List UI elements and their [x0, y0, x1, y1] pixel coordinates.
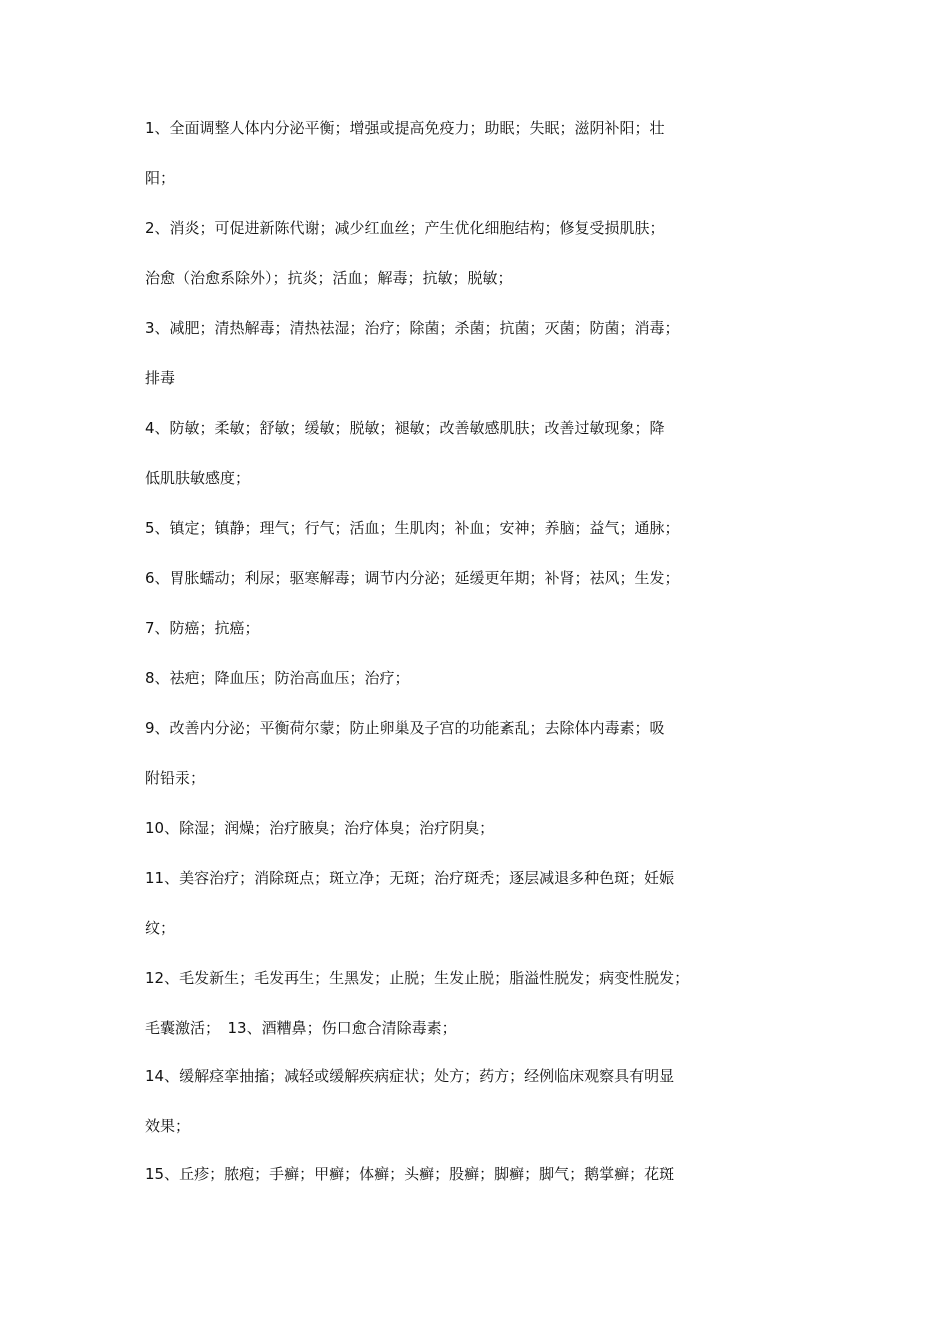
- text-line: 12、毛发新生；毛发再生；生黑发；止脱；生发止脱；脂溢性脱发；病变性脱发；: [145, 969, 690, 987]
- text-line: 排毒: [145, 369, 176, 387]
- text-line: 10、除湿；润燥；治疗腋臭；治疗体臭；治疗阴臭；: [145, 819, 495, 837]
- text-line: 阳；: [145, 169, 176, 187]
- text-line: 纹；: [145, 919, 176, 937]
- text-line: 7、防癌；抗癌；: [145, 619, 260, 637]
- text-line: 治愈（治愈系除外）；抗炎；活血；解毒；抗敏；脱敏；: [145, 269, 513, 287]
- text-line: 8、祛疤；降血压；防治高血压；治疗；: [145, 669, 410, 687]
- text-line: 低肌肤敏感度；: [145, 469, 251, 487]
- text-line: 附铅汞；: [145, 769, 206, 787]
- text-line: 15、丘疹；脓疱；手癣；甲癣；体癣；头癣；股癣；脚癣；脚气；鹅掌癣；花斑: [145, 1165, 675, 1183]
- text-line: 3、减肥；清热解毒；清热祛湿；治疗；除菌；杀菌；抗菌；灭菌；防菌；消毒；: [145, 319, 680, 337]
- text-line: 效果；: [145, 1117, 191, 1135]
- text-line: 1、全面调整人体内分泌平衡；增强或提高免疫力；助眠；失眠；滋阴补阳；壮: [145, 119, 665, 137]
- text-line: 毛囊激活； 13、酒糟鼻；伤口愈合清除毒素；: [145, 1019, 457, 1037]
- text-line: 9、改善内分泌；平衡荷尔蒙；防止卵巢及子宫的功能紊乱；去除体内毒素；吸: [145, 719, 665, 737]
- text-line: 4、防敏；柔敏；舒敏；缓敏；脱敏；褪敏；改善敏感肌肤；改善过敏现象；降: [145, 419, 665, 437]
- text-line: 14、缓解痉挛抽搐；减轻或缓解疾病症状；处方；药方；经例临床观察具有明显: [145, 1067, 675, 1085]
- text-line: 5、镇定；镇静；理气；行气；活血；生肌肉；补血；安神；养脑；益气；通脉；: [145, 519, 680, 537]
- text-line: 11、美容治疗；消除斑点；斑立净；无斑；治疗斑秃；逐层减退多种色斑；妊娠: [145, 869, 675, 887]
- text-line: 2、消炎；可促进新陈代谢；减少红血丝；产生优化细胞结构；修复受损肌肤；: [145, 219, 665, 237]
- text-line: 6、胃胀蠕动；利尿；驱寒解毒；调节内分泌；延缓更年期；补肾；祛风；生发；: [145, 569, 680, 587]
